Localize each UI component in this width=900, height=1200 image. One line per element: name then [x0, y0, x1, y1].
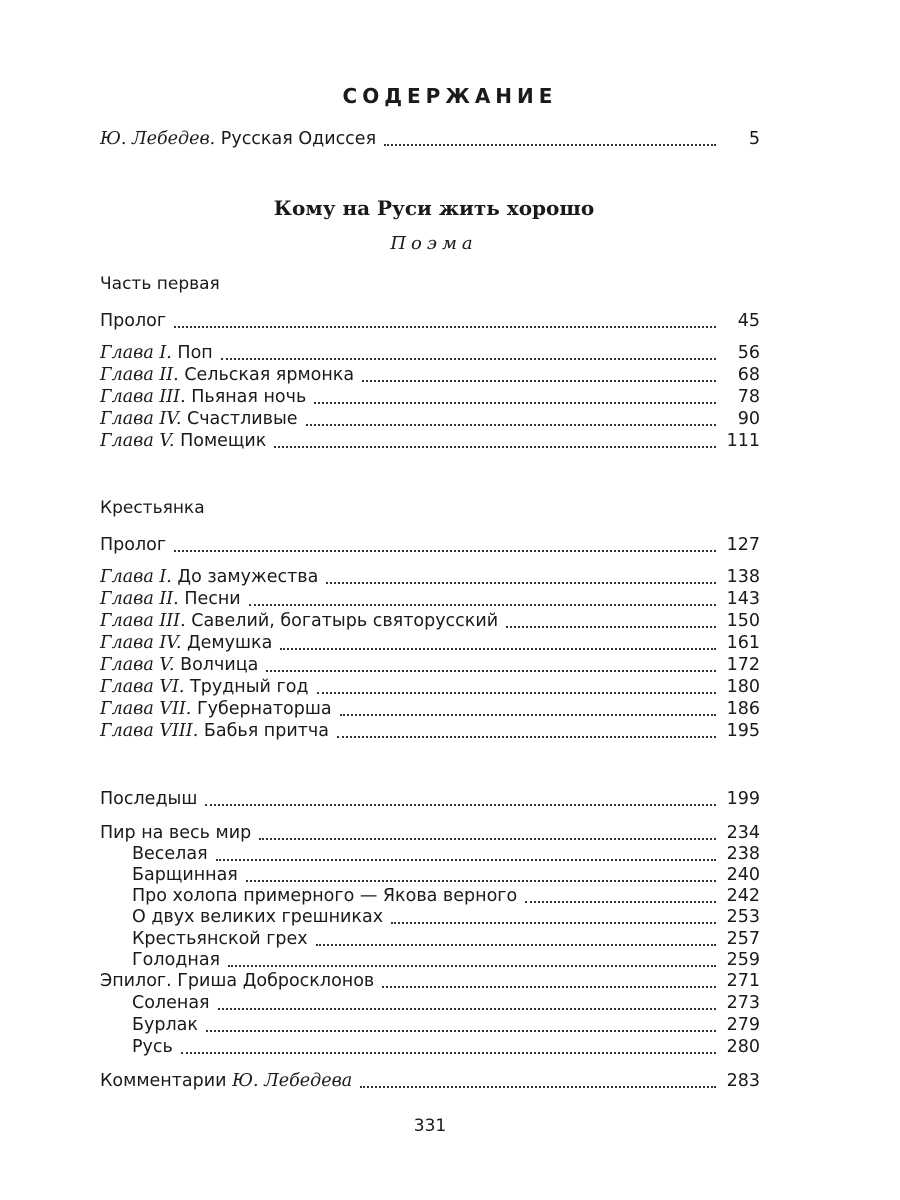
toc-entry-part2-prologue[interactable]: [100, 534, 760, 556]
toc-entry-pir-item[interactable]: [132, 949, 760, 971]
dot-leader: [221, 358, 716, 360]
dot-leader: [362, 380, 716, 382]
dot-leader: [525, 901, 716, 903]
chapter-number: Глава IV.: [100, 633, 182, 653]
page-ref: 234: [726, 823, 760, 843]
toc-entry-part2-chapter[interactable]: [100, 588, 760, 610]
dot-leader: [326, 582, 716, 584]
toc-entry-pir-item[interactable]: [132, 864, 760, 886]
page-ref: 56: [737, 343, 760, 363]
entry-title: Пир на весь мир: [100, 823, 252, 843]
page-ref: 253: [726, 907, 760, 927]
toc-entry-part1-prologue[interactable]: [100, 310, 760, 332]
toc-entry-epilog-item[interactable]: [132, 1014, 760, 1036]
entry-title: Эпилог. Гриша Добросклонов: [100, 971, 375, 991]
page-ref: 238: [726, 844, 760, 864]
dot-leader: [266, 670, 716, 672]
dot-leader: [216, 859, 716, 861]
toc-entry-part2-chapter[interactable]: [100, 698, 760, 720]
entry-title: Барщинная: [132, 865, 238, 885]
chapter-number: Глава I.: [100, 567, 172, 587]
page-ref: 259: [726, 950, 760, 970]
page-ref: 90: [737, 409, 760, 429]
page-ref: 127: [726, 535, 760, 555]
page-ref: 279: [726, 1015, 760, 1035]
toc-entry-pir-item[interactable]: [132, 843, 760, 865]
dot-leader: [384, 144, 716, 146]
page-ref: 257: [726, 929, 760, 949]
toc-entry-part1-chapter[interactable]: [100, 430, 760, 452]
dot-leader: [246, 880, 716, 882]
dot-leader: [205, 804, 716, 806]
entry-title: Бурлак: [132, 1015, 198, 1035]
dot-leader: [280, 648, 716, 650]
toc-entry-pir[interactable]: [100, 822, 760, 844]
entry-title: Голодная: [132, 950, 221, 970]
dot-leader: [314, 402, 716, 404]
page-ref: 242: [726, 886, 760, 906]
entry-title: Веселая: [132, 844, 208, 864]
entry-title: Пьяная ночь: [191, 387, 307, 407]
dot-leader: [206, 1030, 716, 1032]
toc-entry-part1-chapter[interactable]: [100, 342, 760, 364]
dot-leader: [317, 692, 717, 694]
work-title: Кому на Руси жить хорошо: [273, 196, 595, 220]
dot-leader: [218, 1008, 716, 1010]
chapter-number: Глава VII.: [100, 699, 192, 719]
entry-title: Русская Одиссея: [220, 129, 377, 149]
entry-title: Волчица: [180, 655, 259, 675]
page-ref: 280: [726, 1037, 760, 1057]
work-subtitle: Поэма: [390, 233, 478, 254]
chapter-number: Глава I.: [100, 343, 172, 363]
toc-entry-part2-chapter[interactable]: [100, 610, 760, 632]
dot-leader: [181, 1052, 716, 1054]
chapter-number: Глава V.: [100, 431, 175, 451]
toc-entry-part2-chapter[interactable]: [100, 676, 760, 698]
chapter-number: Глава II.: [100, 365, 179, 385]
page-heading: СОДЕРЖАНИЕ: [342, 84, 558, 108]
page-ref: 186: [726, 699, 760, 719]
entry-title: О двух великих грешниках: [132, 907, 384, 927]
chapter-number: Глава V.: [100, 655, 175, 675]
page-ref: 143: [726, 589, 760, 609]
entry-title: Губернаторша: [196, 699, 332, 719]
toc-entry-part2-chapter[interactable]: [100, 632, 760, 654]
page-ref: 180: [726, 677, 760, 697]
toc-entry-part2-chapter[interactable]: [100, 566, 760, 588]
page-ref: 273: [726, 993, 760, 1013]
page-ref: 195: [726, 721, 760, 741]
entry-title: Помещик: [180, 431, 267, 451]
entry-title: До замужества: [177, 567, 319, 587]
entry-title: Пролог: [100, 535, 167, 555]
toc-entry-part2-chapter[interactable]: [100, 720, 760, 742]
dot-leader: [174, 326, 716, 328]
dot-leader: [274, 446, 716, 448]
toc-entry-part1-chapter[interactable]: [100, 386, 760, 408]
chapter-number: Глава VIII.: [100, 721, 199, 741]
page-ref: 111: [726, 431, 760, 451]
entry-title: Трудный год: [190, 677, 309, 697]
page-ref: 172: [726, 655, 760, 675]
toc-entry-epilog-item[interactable]: [132, 992, 760, 1014]
dot-leader: [360, 1086, 716, 1088]
page-ref: 68: [737, 365, 760, 385]
page-ref: 161: [726, 633, 760, 653]
dot-leader: [316, 944, 716, 946]
toc-entry-part2-chapter[interactable]: [100, 654, 760, 676]
toc-entry-pir-item[interactable]: [132, 906, 760, 928]
toc-entry-part1-chapter[interactable]: [100, 408, 760, 430]
dot-leader: [506, 626, 716, 628]
dot-leader: [391, 922, 716, 924]
page-ref: 78: [737, 387, 760, 407]
chapter-number: Глава II.: [100, 589, 179, 609]
entry-title: Счастливые: [186, 409, 298, 429]
page-ref: 199: [726, 789, 760, 809]
dot-leader: [382, 986, 716, 988]
chapter-number: Глава III.: [100, 387, 186, 407]
toc-entry-comments[interactable]: [100, 1070, 760, 1092]
dot-leader: [340, 714, 716, 716]
page-number: 331: [413, 1116, 447, 1136]
entry-title: Демушка: [186, 633, 273, 653]
toc-entry-pir-item[interactable]: [132, 885, 760, 907]
page-ref: 240: [726, 865, 760, 885]
page-ref: 150: [726, 611, 760, 631]
page-ref: 283: [726, 1071, 760, 1091]
entry-title: Про холопа примерного — Якова верного: [132, 886, 518, 906]
entry-title: Пролог: [100, 311, 167, 331]
dot-leader: [228, 965, 716, 967]
page-ref: 138: [726, 567, 760, 587]
toc-entry-label: [100, 128, 376, 150]
dot-leader: [259, 838, 716, 840]
chapter-number: Глава VI.: [100, 677, 185, 697]
entry-title: Крестьянской грех: [132, 929, 308, 949]
chapter-number: Глава IV.: [100, 409, 182, 429]
toc-entry-epilog-item[interactable]: [132, 1036, 760, 1058]
dot-leader: [337, 736, 716, 738]
entry-title: Песни: [184, 589, 241, 609]
entry-title: Последыш: [100, 789, 198, 809]
dot-leader: [249, 604, 716, 606]
chapter-number: Глава III.: [100, 611, 186, 631]
dot-leader: [174, 550, 716, 552]
entry-title: Комментарии: [100, 1071, 227, 1091]
page-ref: 45: [737, 311, 760, 331]
entry-title: Соленая: [132, 993, 210, 1013]
toc-entry-posledysh[interactable]: [100, 788, 760, 810]
entry-title: Савелий, богатырь святорусский: [191, 611, 499, 631]
toc-entry-epilog[interactable]: [100, 970, 760, 992]
dot-leader: [306, 424, 716, 426]
section-label-krestyanka: Крестьянка: [100, 498, 205, 518]
page-ref: 271: [726, 971, 760, 991]
entry-title: Бабья притча: [203, 721, 329, 741]
entry-title: Сельская ярмонка: [184, 365, 355, 385]
author-name: Ю. Лебедева: [232, 1071, 353, 1091]
toc-entry-part1-chapter[interactable]: [100, 364, 760, 386]
author-name: Ю. Лебедев.: [100, 129, 216, 149]
entry-title: Поп: [177, 343, 213, 363]
toc-entry-pir-item[interactable]: [132, 928, 760, 950]
toc-entry-intro[interactable]: [100, 128, 760, 150]
entry-title: Русь: [132, 1037, 173, 1057]
section-label-part-one: Часть первая: [100, 274, 220, 294]
page-ref: 5: [748, 129, 760, 149]
